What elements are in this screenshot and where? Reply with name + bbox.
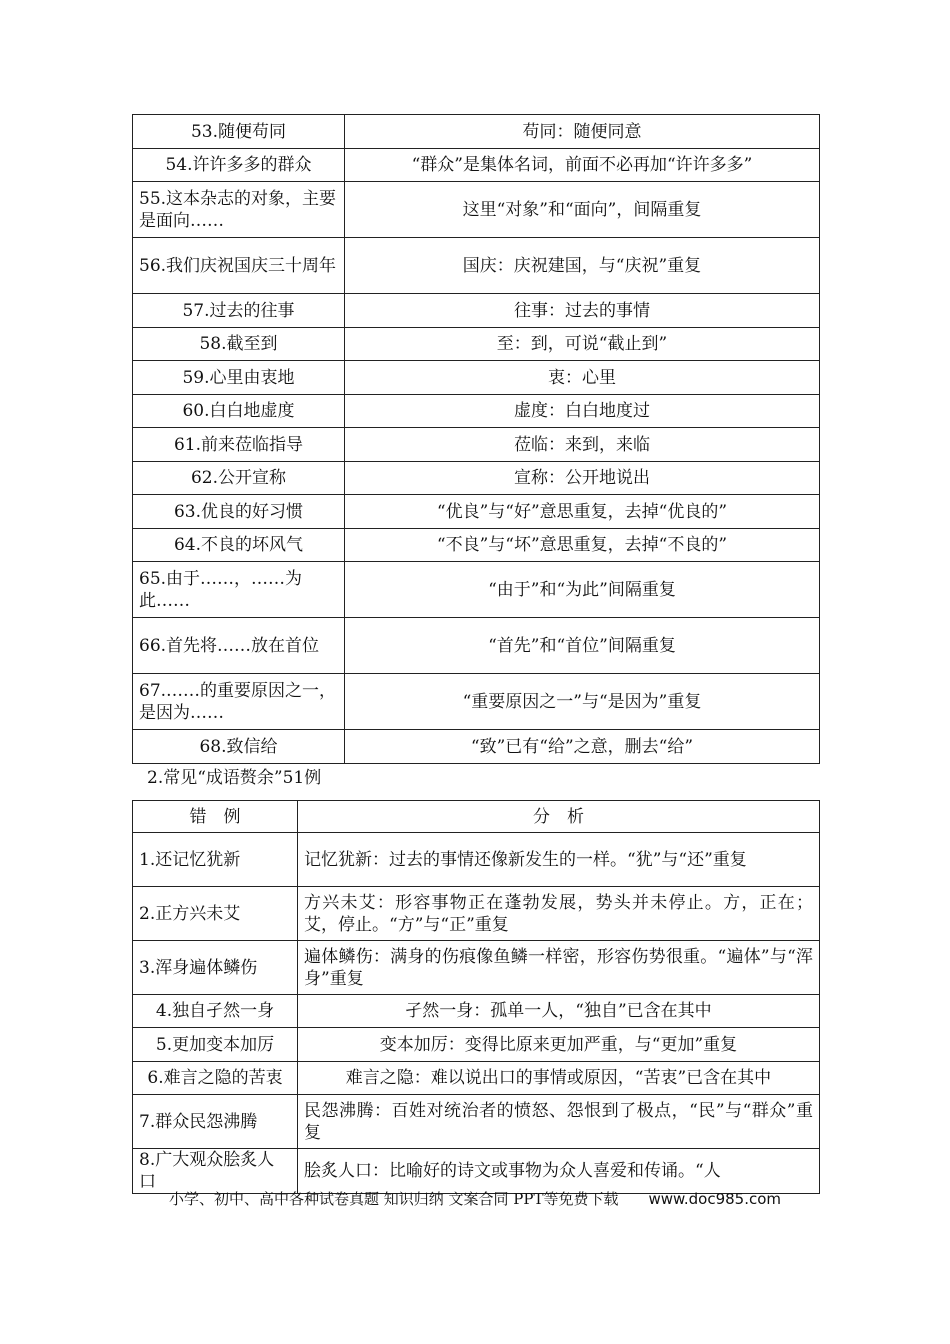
analysis-cell: 变本加厉：变得比原来更加严重，与“更加”重复 bbox=[298, 1028, 820, 1062]
analysis-cell: 脍炙人口：比喻好的诗文或事物为众人喜爱和传诵。“人 bbox=[298, 1149, 820, 1194]
table-row bbox=[133, 618, 820, 674]
table-row bbox=[133, 395, 820, 428]
example-cell: 1.还记忆犹新 bbox=[133, 833, 298, 887]
table-row bbox=[133, 238, 820, 294]
analysis-cell: “致”已有“给”之意，删去“给” bbox=[345, 730, 820, 764]
example-cell: 56.我们庆祝国庆三十周年 bbox=[133, 238, 345, 294]
analysis-cell: 难言之隐：难以说出口的事情或原因，“苦衷”已含在其中 bbox=[298, 1062, 820, 1095]
example-cell: 7.群众民怨沸腾 bbox=[133, 1095, 298, 1149]
example-cell: 58.截至到 bbox=[133, 328, 345, 361]
analysis-cell: “首先”和“首位”间隔重复 bbox=[345, 618, 820, 674]
analysis-cell: 虚度：白白地度过 bbox=[345, 395, 820, 428]
table-row bbox=[133, 149, 820, 182]
example-cell: 60.白白地虚度 bbox=[133, 395, 345, 428]
table-row bbox=[133, 562, 820, 618]
example-cell: 62.公开宣称 bbox=[133, 462, 345, 495]
example-cell: 3.浑身遍体鳞伤 bbox=[133, 941, 298, 995]
header-analysis: 分 析 bbox=[298, 801, 820, 833]
table-row bbox=[133, 674, 820, 730]
table-row bbox=[133, 1095, 820, 1149]
table-row bbox=[133, 995, 820, 1028]
example-cell: 5.更加变本加厉 bbox=[133, 1028, 298, 1062]
example-cell: 59.心里由衷地 bbox=[133, 361, 345, 395]
example-cell: 57.过去的往事 bbox=[133, 294, 345, 328]
example-cell: 2.正方兴未艾 bbox=[133, 887, 298, 941]
analysis-cell: “重要原因之一”与“是因为”重复 bbox=[345, 674, 820, 730]
example-cell: 6.难言之隐的苦衷 bbox=[133, 1062, 298, 1095]
example-cell: 63.优良的好习惯 bbox=[133, 495, 345, 529]
example-cell: 53.随便苟同 bbox=[133, 115, 345, 149]
example-cell: 61.前来莅临指导 bbox=[133, 428, 345, 462]
table-row bbox=[133, 1028, 820, 1062]
header-example: 错 例 bbox=[133, 801, 298, 833]
analysis-cell: 至：到，可说“截止到” bbox=[345, 328, 820, 361]
table-row bbox=[133, 730, 820, 764]
example-cell: 67.……的重要原因之一，是因为…… bbox=[133, 674, 345, 730]
table-row bbox=[133, 529, 820, 562]
analysis-cell: 孑然一身：孤单一人，“独自”已含在其中 bbox=[298, 995, 820, 1028]
example-cell: 64.不良的坏风气 bbox=[133, 529, 345, 562]
analysis-cell: “由于”和“为此”间隔重复 bbox=[345, 562, 820, 618]
example-cell: 65.由于……，……为此…… bbox=[133, 562, 345, 618]
analysis-cell: 宣称：公开地说出 bbox=[345, 462, 820, 495]
table-row bbox=[133, 833, 820, 887]
page-footer bbox=[0, 1189, 950, 1209]
example-cell: 54.许许多多的群众 bbox=[133, 149, 345, 182]
table-row bbox=[133, 1062, 820, 1095]
table-row bbox=[133, 361, 820, 395]
table-row bbox=[133, 941, 820, 995]
analysis-cell: 方兴未艾：形容事物正在蓬勃发展，势头并未停止。方，正在；艾，停止。“方”与“正”重复 bbox=[298, 887, 820, 941]
example-cell: 68.致信给 bbox=[133, 730, 345, 764]
analysis-cell: “优良”与“好”意思重复，去掉“优良的” bbox=[345, 495, 820, 529]
table-row bbox=[133, 115, 820, 149]
analysis-cell: 国庆：庆祝建国，与“庆祝”重复 bbox=[345, 238, 820, 294]
idiom-table-part1 bbox=[132, 114, 820, 764]
section-heading: 2.常见“成语赘余”51例 bbox=[147, 768, 322, 788]
analysis-cell: “不良”与“坏”意思重复，去掉“不良的” bbox=[345, 529, 820, 562]
footer-url[interactable]: www.doc985.com bbox=[648, 1190, 782, 1208]
table-row bbox=[133, 428, 820, 462]
table-row bbox=[133, 1149, 820, 1194]
analysis-cell: 这里“对象”和“面向”，间隔重复 bbox=[345, 182, 820, 238]
analysis-cell: 莅临：来到，来临 bbox=[345, 428, 820, 462]
analysis-cell: 遍体鳞伤：满身的伤痕像鱼鳞一样密，形容伤势很重。“遍体”与“浑身”重复 bbox=[298, 941, 820, 995]
table-header-row bbox=[133, 801, 820, 833]
example-cell: 55.这本杂志的对象，主要是面向…… bbox=[133, 182, 345, 238]
table-row bbox=[133, 328, 820, 361]
idiom-redundancy-table bbox=[132, 800, 820, 1194]
table-row bbox=[133, 462, 820, 495]
analysis-cell: “群众”是集体名词，前面不必再加“许许多多” bbox=[345, 149, 820, 182]
footer-text: 小学、初中、高中各种试卷真题 知识归纳 文案合同 PPT等免费下载 bbox=[168, 1190, 619, 1208]
table-row bbox=[133, 495, 820, 529]
example-cell: 4.独自孑然一身 bbox=[133, 995, 298, 1028]
analysis-cell: 苟同：随便同意 bbox=[345, 115, 820, 149]
analysis-cell: 记忆犹新：过去的事情还像新发生的一样。“犹”与“还”重复 bbox=[298, 833, 820, 887]
example-cell: 66.首先将……放在首位 bbox=[133, 618, 345, 674]
example-cell: 8.广大观众脍炙人口 bbox=[133, 1149, 298, 1194]
analysis-cell: 往事：过去的事情 bbox=[345, 294, 820, 328]
analysis-cell: 衷：心里 bbox=[345, 361, 820, 395]
analysis-cell: 民怨沸腾：百姓对统治者的愤怒、怨恨到了极点，“民”与“群众”重复 bbox=[298, 1095, 820, 1149]
table-row bbox=[133, 887, 820, 941]
table-row bbox=[133, 182, 820, 238]
table-row bbox=[133, 294, 820, 328]
